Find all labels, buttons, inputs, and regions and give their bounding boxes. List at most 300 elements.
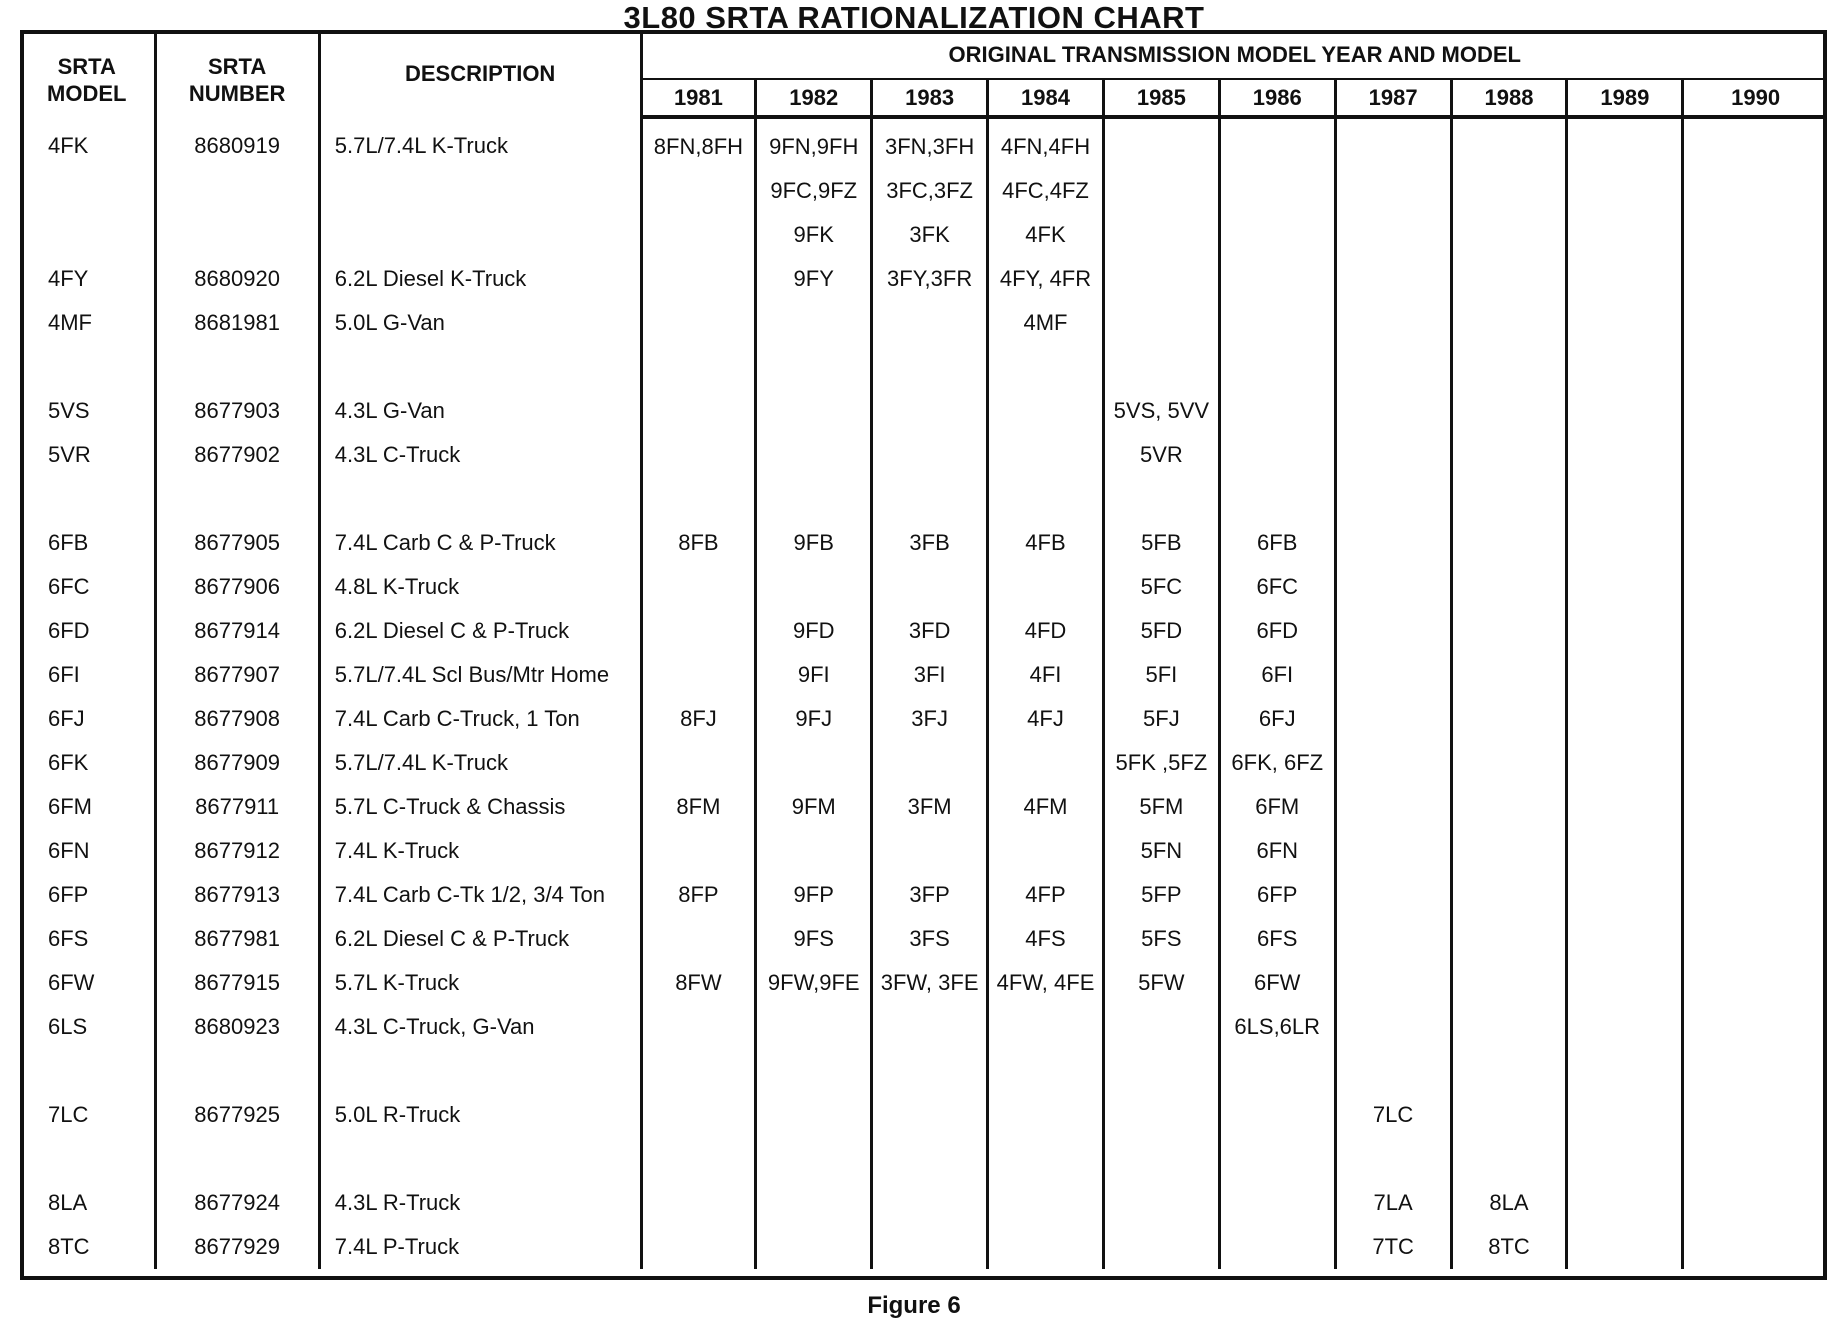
srta-number-cell: 8680920 bbox=[155, 257, 319, 301]
year-cell-1989 bbox=[1567, 257, 1683, 301]
year-cell-1981: 8FM bbox=[641, 785, 756, 829]
srta-model-cell: 6FM bbox=[20, 785, 155, 829]
year-cell-1984 bbox=[988, 1093, 1104, 1137]
table-row bbox=[20, 697, 1827, 741]
srta-model-cell bbox=[20, 477, 155, 521]
year-cell-1987 bbox=[1335, 961, 1451, 1005]
year-cell-1982: 9FN,9FH bbox=[756, 117, 872, 169]
year-cell-1986: 6FI bbox=[1219, 653, 1335, 697]
description-cell: 6.2L Diesel K-Truck bbox=[319, 257, 641, 301]
table-row bbox=[20, 829, 1827, 873]
year-cell-1983: 3FS bbox=[872, 917, 988, 961]
year-cell-1982: 9FB bbox=[756, 521, 872, 565]
year-cell-1987: 7LA bbox=[1335, 1181, 1451, 1225]
year-cell-1984 bbox=[988, 1049, 1104, 1093]
year-cell-1986 bbox=[1219, 1093, 1335, 1137]
year-cell-1984 bbox=[988, 1005, 1104, 1049]
year-cell-1990 bbox=[1683, 565, 1827, 609]
year-cell-1981: 8FW bbox=[641, 961, 756, 1005]
year-cell-1986: 6FD bbox=[1219, 609, 1335, 653]
year-cell-1984: 4FC,4FZ bbox=[988, 169, 1104, 213]
description-cell: 6.2L Diesel C & P-Truck bbox=[319, 609, 641, 653]
year-cell-1986 bbox=[1219, 1181, 1335, 1225]
year-cell-1984: 4FY, 4FR bbox=[988, 257, 1104, 301]
header-year-1985: 1985 bbox=[1103, 79, 1219, 117]
year-cell-1985 bbox=[1103, 1093, 1219, 1137]
srta-number-cell: 8677906 bbox=[155, 565, 319, 609]
year-cell-1982 bbox=[756, 1225, 872, 1269]
year-cell-1988 bbox=[1451, 1093, 1567, 1137]
year-cell-1985: 5VS, 5VV bbox=[1103, 389, 1219, 433]
table-row bbox=[20, 345, 1827, 389]
table-row bbox=[20, 1181, 1827, 1225]
year-cell-1989 bbox=[1567, 1093, 1683, 1137]
description-cell: 4.3L C-Truck bbox=[319, 433, 641, 477]
year-cell-1983 bbox=[872, 301, 988, 345]
year-cell-1981: 8FJ bbox=[641, 697, 756, 741]
year-cell-1983: 3FP bbox=[872, 873, 988, 917]
year-cell-1982 bbox=[756, 301, 872, 345]
description-cell: 5.7L K-Truck bbox=[319, 961, 641, 1005]
chart-title: 3L80 SRTA RATIONALIZATION CHART bbox=[623, 0, 1205, 35]
year-cell-1988: 8TC bbox=[1451, 1225, 1567, 1269]
year-cell-1988 bbox=[1451, 741, 1567, 785]
year-cell-1982: 9FM bbox=[756, 785, 872, 829]
year-cell-1986: 6FW bbox=[1219, 961, 1335, 1005]
year-cell-1990 bbox=[1683, 345, 1827, 389]
srta-model-cell bbox=[20, 1137, 155, 1181]
year-cell-1983: 3FW, 3FE bbox=[872, 961, 988, 1005]
year-cell-1990 bbox=[1683, 917, 1827, 961]
year-cell-1986: 6FK, 6FZ bbox=[1219, 741, 1335, 785]
year-cell-1986: 6FN bbox=[1219, 829, 1335, 873]
header-year-1984: 1984 bbox=[988, 79, 1104, 117]
srta-model-cell: 6FJ bbox=[20, 697, 155, 741]
year-cell-1988 bbox=[1451, 389, 1567, 433]
year-cell-1985 bbox=[1103, 1049, 1219, 1093]
year-cell-1985: 5FJ bbox=[1103, 697, 1219, 741]
description-cell: 7.4L P-Truck bbox=[319, 1225, 641, 1269]
year-cell-1984: 4MF bbox=[988, 301, 1104, 345]
year-cell-1984 bbox=[988, 433, 1104, 477]
srta-model-cell: 4FY bbox=[20, 257, 155, 301]
year-cell-1981 bbox=[641, 741, 756, 785]
year-cell-1981: 8FB bbox=[641, 521, 756, 565]
year-cell-1989 bbox=[1567, 1049, 1683, 1093]
year-cell-1984: 4FI bbox=[988, 653, 1104, 697]
header-srta-number bbox=[155, 30, 319, 117]
year-cell-1988 bbox=[1451, 565, 1567, 609]
srta-model-cell: 5VS bbox=[20, 389, 155, 433]
year-cell-1983 bbox=[872, 1093, 988, 1137]
year-cell-1989 bbox=[1567, 1181, 1683, 1225]
year-cell-1983: 3FM bbox=[872, 785, 988, 829]
table-row bbox=[20, 477, 1827, 521]
srta-number-cell: 8677915 bbox=[155, 961, 319, 1005]
srta-model-cell bbox=[20, 169, 155, 213]
year-cell-1988 bbox=[1451, 257, 1567, 301]
srta-number-cell: 8677907 bbox=[155, 653, 319, 697]
srta-number-cell: 8677929 bbox=[155, 1225, 319, 1269]
year-cell-1982: 9FI bbox=[756, 653, 872, 697]
srta-model-cell: 8LA bbox=[20, 1181, 155, 1225]
year-cell-1985: 5FI bbox=[1103, 653, 1219, 697]
year-cell-1985 bbox=[1103, 301, 1219, 345]
year-cell-1981 bbox=[641, 477, 756, 521]
srta-model-cell: 6FS bbox=[20, 917, 155, 961]
srta-model-cell: 6FD bbox=[20, 609, 155, 653]
year-cell-1985: 5FN bbox=[1103, 829, 1219, 873]
year-cell-1987 bbox=[1335, 257, 1451, 301]
year-cell-1984: 4FP bbox=[988, 873, 1104, 917]
year-cell-1989 bbox=[1567, 521, 1683, 565]
header-srta-number-line2: NUMBER bbox=[188, 80, 286, 106]
srta-model-cell: 7LC bbox=[20, 1093, 155, 1137]
year-cell-1990 bbox=[1683, 697, 1827, 741]
year-cell-1987 bbox=[1335, 1137, 1451, 1181]
header-srta-model-line2: MODEL bbox=[47, 80, 127, 106]
year-cell-1987 bbox=[1335, 389, 1451, 433]
year-cell-1983: 3FJ bbox=[872, 697, 988, 741]
year-cell-1981 bbox=[641, 1225, 756, 1269]
year-cell-1983 bbox=[872, 829, 988, 873]
year-cell-1990 bbox=[1683, 1049, 1827, 1093]
year-cell-1990 bbox=[1683, 301, 1827, 345]
year-cell-1990 bbox=[1683, 1005, 1827, 1049]
year-cell-1982: 9FY bbox=[756, 257, 872, 301]
header-year-1987: 1987 bbox=[1335, 79, 1451, 117]
year-cell-1988 bbox=[1451, 521, 1567, 565]
description-cell bbox=[319, 1137, 641, 1181]
srta-model-cell: 6FI bbox=[20, 653, 155, 697]
year-cell-1987 bbox=[1335, 521, 1451, 565]
table-row bbox=[20, 917, 1827, 961]
srta-model-cell: 6FC bbox=[20, 565, 155, 609]
header-year-group: ORIGINAL TRANSMISSION MODEL YEAR AND MODEL bbox=[641, 30, 1827, 79]
year-cell-1982: 9FD bbox=[756, 609, 872, 653]
srta-number-cell: 8677914 bbox=[155, 609, 319, 653]
table-row bbox=[20, 785, 1827, 829]
year-cell-1988 bbox=[1451, 477, 1567, 521]
year-cell-1981 bbox=[641, 1093, 756, 1137]
year-cell-1983 bbox=[872, 1049, 988, 1093]
year-cell-1982 bbox=[756, 1137, 872, 1181]
year-cell-1984: 4FS bbox=[988, 917, 1104, 961]
table-row bbox=[20, 433, 1827, 477]
srta-number-cell: 8680923 bbox=[155, 1005, 319, 1049]
srta-model-cell: 6FB bbox=[20, 521, 155, 565]
header-year-1990: 1990 bbox=[1683, 79, 1827, 117]
year-cell-1986: 6LS,6LR bbox=[1219, 1005, 1335, 1049]
year-cell-1985 bbox=[1103, 1181, 1219, 1225]
year-cell-1982 bbox=[756, 477, 872, 521]
table-row bbox=[20, 1049, 1827, 1093]
table-row bbox=[20, 961, 1827, 1005]
year-cell-1983: 3FN,3FH bbox=[872, 117, 988, 169]
year-cell-1983 bbox=[872, 1137, 988, 1181]
year-cell-1982 bbox=[756, 565, 872, 609]
year-cell-1981 bbox=[641, 653, 756, 697]
year-cell-1985 bbox=[1103, 169, 1219, 213]
year-cell-1988 bbox=[1451, 1049, 1567, 1093]
year-cell-1989 bbox=[1567, 1225, 1683, 1269]
year-cell-1990 bbox=[1683, 785, 1827, 829]
srta-model-cell: 6FN bbox=[20, 829, 155, 873]
year-cell-1989 bbox=[1567, 697, 1683, 741]
year-cell-1986 bbox=[1219, 433, 1335, 477]
year-cell-1988 bbox=[1451, 213, 1567, 257]
year-cell-1981 bbox=[641, 213, 756, 257]
year-cell-1986 bbox=[1219, 301, 1335, 345]
year-cell-1989 bbox=[1567, 609, 1683, 653]
table-row bbox=[20, 257, 1827, 301]
srta-number-cell: 8677924 bbox=[155, 1181, 319, 1225]
srta-number-cell: 8677908 bbox=[155, 697, 319, 741]
year-cell-1989 bbox=[1567, 785, 1683, 829]
year-cell-1989 bbox=[1567, 1137, 1683, 1181]
year-cell-1986 bbox=[1219, 169, 1335, 213]
description-cell bbox=[319, 477, 641, 521]
year-cell-1981 bbox=[641, 917, 756, 961]
srta-number-cell: 8677902 bbox=[155, 433, 319, 477]
year-cell-1984: 4FM bbox=[988, 785, 1104, 829]
year-cell-1990 bbox=[1683, 741, 1827, 785]
year-cell-1981 bbox=[641, 1137, 756, 1181]
header-year-1983: 1983 bbox=[872, 79, 988, 117]
description-cell: 7.4L Carb C-Tk 1/2, 3/4 Ton bbox=[319, 873, 641, 917]
description-cell: 7.4L Carb C-Truck, 1 Ton bbox=[319, 697, 641, 741]
year-cell-1988 bbox=[1451, 917, 1567, 961]
srta-number-cell bbox=[155, 169, 319, 213]
year-cell-1988 bbox=[1451, 169, 1567, 213]
year-cell-1987 bbox=[1335, 829, 1451, 873]
year-cell-1985: 5FS bbox=[1103, 917, 1219, 961]
year-cell-1983 bbox=[872, 433, 988, 477]
srta-model-cell: 6FW bbox=[20, 961, 155, 1005]
year-cell-1990 bbox=[1683, 389, 1827, 433]
srta-model-cell: 6FK bbox=[20, 741, 155, 785]
srta-number-cell: 8677912 bbox=[155, 829, 319, 873]
year-cell-1982 bbox=[756, 741, 872, 785]
year-cell-1986: 6FM bbox=[1219, 785, 1335, 829]
year-cell-1987 bbox=[1335, 873, 1451, 917]
year-cell-1982 bbox=[756, 389, 872, 433]
year-cell-1985: 5FP bbox=[1103, 873, 1219, 917]
year-cell-1987 bbox=[1335, 477, 1451, 521]
year-cell-1989 bbox=[1567, 301, 1683, 345]
figure-caption: Figure 6 bbox=[867, 1292, 961, 1319]
year-cell-1982 bbox=[756, 1093, 872, 1137]
year-cell-1990 bbox=[1683, 1181, 1827, 1225]
year-cell-1988 bbox=[1451, 829, 1567, 873]
table-row bbox=[20, 169, 1827, 213]
year-cell-1984 bbox=[988, 1137, 1104, 1181]
year-cell-1982 bbox=[756, 1005, 872, 1049]
year-cell-1985: 5FC bbox=[1103, 565, 1219, 609]
srta-number-cell: 8681981 bbox=[155, 301, 319, 345]
year-cell-1989 bbox=[1567, 213, 1683, 257]
year-cell-1982: 9FK bbox=[756, 213, 872, 257]
year-cell-1990 bbox=[1683, 477, 1827, 521]
year-cell-1981 bbox=[641, 609, 756, 653]
year-cell-1987: 7LC bbox=[1335, 1093, 1451, 1137]
srta-number-cell: 8677909 bbox=[155, 741, 319, 785]
year-cell-1984 bbox=[988, 345, 1104, 389]
year-cell-1984 bbox=[988, 477, 1104, 521]
year-cell-1981 bbox=[641, 257, 756, 301]
description-cell: 5.7L C-Truck & Chassis bbox=[319, 785, 641, 829]
year-cell-1983 bbox=[872, 477, 988, 521]
year-cell-1989 bbox=[1567, 477, 1683, 521]
year-cell-1985 bbox=[1103, 1137, 1219, 1181]
year-cell-1983: 3FK bbox=[872, 213, 988, 257]
year-cell-1983 bbox=[872, 741, 988, 785]
year-cell-1990 bbox=[1683, 521, 1827, 565]
year-cell-1990 bbox=[1683, 213, 1827, 257]
year-cell-1988 bbox=[1451, 433, 1567, 477]
year-cell-1990 bbox=[1683, 257, 1827, 301]
description-cell bbox=[319, 1049, 641, 1093]
table-row bbox=[20, 1005, 1827, 1049]
srta-model-cell bbox=[20, 345, 155, 389]
description-cell: 5.0L G-Van bbox=[319, 301, 641, 345]
year-cell-1984 bbox=[988, 1181, 1104, 1225]
year-cell-1988 bbox=[1451, 1005, 1567, 1049]
year-cell-1984: 4FN,4FH bbox=[988, 117, 1104, 169]
year-cell-1990 bbox=[1683, 829, 1827, 873]
year-cell-1987 bbox=[1335, 1005, 1451, 1049]
year-cell-1990 bbox=[1683, 1137, 1827, 1181]
srta-model-cell bbox=[20, 1049, 155, 1093]
srta-number-cell bbox=[155, 477, 319, 521]
year-cell-1981 bbox=[641, 169, 756, 213]
year-cell-1987 bbox=[1335, 345, 1451, 389]
year-cell-1987 bbox=[1335, 301, 1451, 345]
year-cell-1981 bbox=[641, 433, 756, 477]
table-row bbox=[20, 565, 1827, 609]
year-cell-1985: 5FD bbox=[1103, 609, 1219, 653]
table-row bbox=[20, 117, 1827, 169]
year-cell-1988 bbox=[1451, 345, 1567, 389]
year-cell-1985 bbox=[1103, 257, 1219, 301]
srta-number-cell bbox=[155, 1049, 319, 1093]
year-cell-1989 bbox=[1567, 917, 1683, 961]
srta-model-cell: 6LS bbox=[20, 1005, 155, 1049]
srta-model-cell: 4MF bbox=[20, 301, 155, 345]
year-cell-1985 bbox=[1103, 117, 1219, 169]
year-cell-1989 bbox=[1567, 389, 1683, 433]
year-cell-1990 bbox=[1683, 169, 1827, 213]
description-cell: 4.8L K-Truck bbox=[319, 565, 641, 609]
year-cell-1985: 5FM bbox=[1103, 785, 1219, 829]
year-cell-1986: 6FC bbox=[1219, 565, 1335, 609]
description-cell bbox=[319, 213, 641, 257]
rationalization-table bbox=[20, 30, 1827, 1269]
year-cell-1982 bbox=[756, 829, 872, 873]
srta-number-cell bbox=[155, 345, 319, 389]
year-cell-1983: 3FC,3FZ bbox=[872, 169, 988, 213]
table-row bbox=[20, 301, 1827, 345]
table-row bbox=[20, 1137, 1827, 1181]
year-cell-1986 bbox=[1219, 1225, 1335, 1269]
year-cell-1987: 7TC bbox=[1335, 1225, 1451, 1269]
year-cell-1990 bbox=[1683, 433, 1827, 477]
year-cell-1987 bbox=[1335, 917, 1451, 961]
header-year-1986: 1986 bbox=[1219, 79, 1335, 117]
year-cell-1982 bbox=[756, 345, 872, 389]
table-row bbox=[20, 213, 1827, 257]
year-cell-1981 bbox=[641, 829, 756, 873]
year-cell-1987 bbox=[1335, 117, 1451, 169]
year-cell-1983 bbox=[872, 345, 988, 389]
year-cell-1986 bbox=[1219, 1137, 1335, 1181]
year-cell-1988 bbox=[1451, 1137, 1567, 1181]
year-cell-1989 bbox=[1567, 961, 1683, 1005]
header-srta-model-line1: SRTA bbox=[57, 53, 116, 79]
year-cell-1986 bbox=[1219, 389, 1335, 433]
year-cell-1986: 6FJ bbox=[1219, 697, 1335, 741]
year-cell-1988: 8LA bbox=[1451, 1181, 1567, 1225]
year-cell-1988 bbox=[1451, 961, 1567, 1005]
year-cell-1984: 4FJ bbox=[988, 697, 1104, 741]
year-cell-1983 bbox=[872, 1225, 988, 1269]
srta-number-cell bbox=[155, 213, 319, 257]
year-cell-1990 bbox=[1683, 873, 1827, 917]
year-cell-1984: 4FB bbox=[988, 521, 1104, 565]
year-cell-1987 bbox=[1335, 213, 1451, 257]
header-year-1989: 1989 bbox=[1567, 79, 1683, 117]
year-cell-1986 bbox=[1219, 117, 1335, 169]
year-cell-1989 bbox=[1567, 653, 1683, 697]
year-cell-1983: 3FI bbox=[872, 653, 988, 697]
year-cell-1989 bbox=[1567, 873, 1683, 917]
year-cell-1988 bbox=[1451, 785, 1567, 829]
description-cell bbox=[319, 169, 641, 213]
year-cell-1982: 9FW,9FE bbox=[756, 961, 872, 1005]
header-year-1982: 1982 bbox=[756, 79, 872, 117]
year-cell-1984 bbox=[988, 829, 1104, 873]
year-cell-1987 bbox=[1335, 565, 1451, 609]
header-year-1981: 1981 bbox=[641, 79, 756, 117]
description-cell: 5.0L R-Truck bbox=[319, 1093, 641, 1137]
year-cell-1981 bbox=[641, 1181, 756, 1225]
year-cell-1984 bbox=[988, 389, 1104, 433]
srta-number-cell: 8677905 bbox=[155, 521, 319, 565]
year-cell-1985 bbox=[1103, 477, 1219, 521]
description-cell: 7.4L Carb C & P-Truck bbox=[319, 521, 641, 565]
year-cell-1989 bbox=[1567, 345, 1683, 389]
year-cell-1981 bbox=[641, 301, 756, 345]
year-cell-1990 bbox=[1683, 117, 1827, 169]
year-cell-1987 bbox=[1335, 653, 1451, 697]
year-cell-1983 bbox=[872, 1005, 988, 1049]
year-cell-1982: 9FJ bbox=[756, 697, 872, 741]
year-cell-1986: 6FP bbox=[1219, 873, 1335, 917]
year-cell-1982 bbox=[756, 1181, 872, 1225]
year-cell-1988 bbox=[1451, 873, 1567, 917]
header-srta-number-line1: SRTA bbox=[208, 53, 267, 79]
year-cell-1982: 9FC,9FZ bbox=[756, 169, 872, 213]
year-cell-1981 bbox=[641, 345, 756, 389]
header-srta-model bbox=[20, 30, 155, 117]
table-row bbox=[20, 741, 1827, 785]
year-cell-1986: 6FS bbox=[1219, 917, 1335, 961]
year-cell-1989 bbox=[1567, 433, 1683, 477]
year-cell-1981: 8FP bbox=[641, 873, 756, 917]
description-cell: 6.2L Diesel C & P-Truck bbox=[319, 917, 641, 961]
year-cell-1989 bbox=[1567, 829, 1683, 873]
year-cell-1986 bbox=[1219, 213, 1335, 257]
